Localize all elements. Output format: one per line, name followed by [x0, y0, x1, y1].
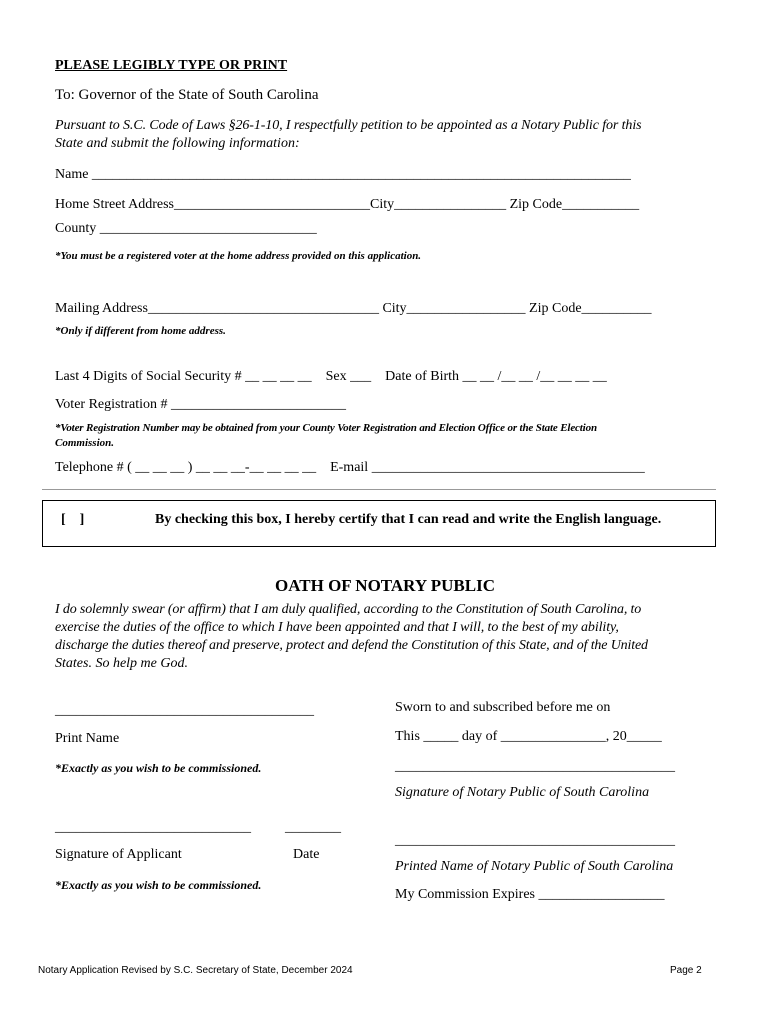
certification-text: By checking this box, I hereby certify that I can read and write the English language. — [155, 512, 662, 527]
mailing-address-field[interactable]: Mailing Address_________________________________ City_________________ Zip Code__________ — [55, 301, 652, 316]
applicant-signature-line[interactable]: ____________________________ — [55, 820, 251, 835]
oath-line3: discharge the duties thereof and preserve, protect and defend the Constitution of this State, and of the United — [55, 638, 648, 653]
divider — [42, 489, 716, 490]
page-number: Page 2 — [670, 965, 702, 976]
instruction-heading: PLEASE LEGIBLY TYPE OR PRINT — [55, 58, 288, 73]
notary-signature-line[interactable]: ________________________________________ — [395, 759, 675, 774]
print-name-line[interactable]: _____________________________________ — [55, 703, 314, 718]
notary-printed-name-label: Printed Name of Notary Public of South Carolina — [395, 859, 674, 874]
ssn-sex-dob-field[interactable]: Last 4 Digits of Social Security # __ __ __ __ Sex ___ Date of Birth __ __ /__ __ /__ __ __ __ — [55, 369, 607, 384]
county-field[interactable]: County _______________________________ — [55, 221, 317, 236]
date-line[interactable]: ________ — [285, 820, 341, 835]
commission-expires-field[interactable]: My Commission Expires __________________ — [395, 887, 665, 902]
notary-signature-label: Signature of Notary Public of South Carolina — [395, 785, 650, 800]
sworn-text: Sworn to and subscribed before me on — [395, 700, 611, 715]
footer-revision: Notary Application Revised by S.C. Secretary of State, December 2024 — [38, 965, 353, 976]
oath-line2: exercise the duties of the office to which I have been appointed and that I will, to the best of my ability, — [55, 620, 619, 635]
petition-text-line2: State and submit the following information: — [55, 136, 300, 151]
applicant-signature-label: Signature of Applicant — [55, 847, 182, 862]
telephone-email-field[interactable]: Telephone # ( __ __ __ ) __ __ __-__ __ __ __ E-mail _______________________________________ — [55, 460, 645, 475]
voter-reg-note-line1: *Voter Registration Number may be obtained from your County Voter Registration and Election Office or the State Election — [55, 422, 597, 434]
oath-line4: States. So help me God. — [55, 656, 188, 671]
english-checkbox[interactable]: [ ] — [61, 512, 85, 527]
date-label: Date — [293, 847, 320, 862]
petition-text-line1: Pursuant to S.C. Code of Laws §26-1-10, I respectfully petition to be appointed as a Notary Public for this — [55, 118, 642, 133]
voter-reg-note-line2: Commission. — [55, 437, 114, 449]
voter-note: *You must be a registered voter at the home address provided on this application. — [55, 250, 422, 262]
notary-printed-name-line[interactable]: ________________________________________ — [395, 833, 675, 848]
oath-line1: I do solemnly swear (or affirm) that I am duly qualified, according to the Constitution of South Carolina, to — [55, 602, 642, 617]
name-field[interactable]: Name _____________________________________________________________________________ — [55, 167, 631, 182]
mailing-note: *Only if different from home address. — [55, 325, 226, 337]
addressee-line: To: Governor of the State of South Carolina — [55, 87, 319, 103]
applicant-signature-note: *Exactly as you wish to be commissioned. — [55, 878, 262, 892]
print-name-label: Print Name — [55, 731, 120, 746]
print-name-note: *Exactly as you wish to be commissioned. — [55, 761, 262, 775]
certification-box — [42, 500, 716, 547]
this-day-field[interactable]: This _____ day of _______________, 20_____ — [395, 729, 662, 744]
voter-registration-field[interactable]: Voter Registration # _________________________ — [55, 397, 347, 412]
oath-title: OATH OF NOTARY PUBLIC — [275, 576, 495, 595]
home-address-field[interactable]: Home Street Address____________________________City________________ Zip Code___________ — [55, 197, 640, 212]
